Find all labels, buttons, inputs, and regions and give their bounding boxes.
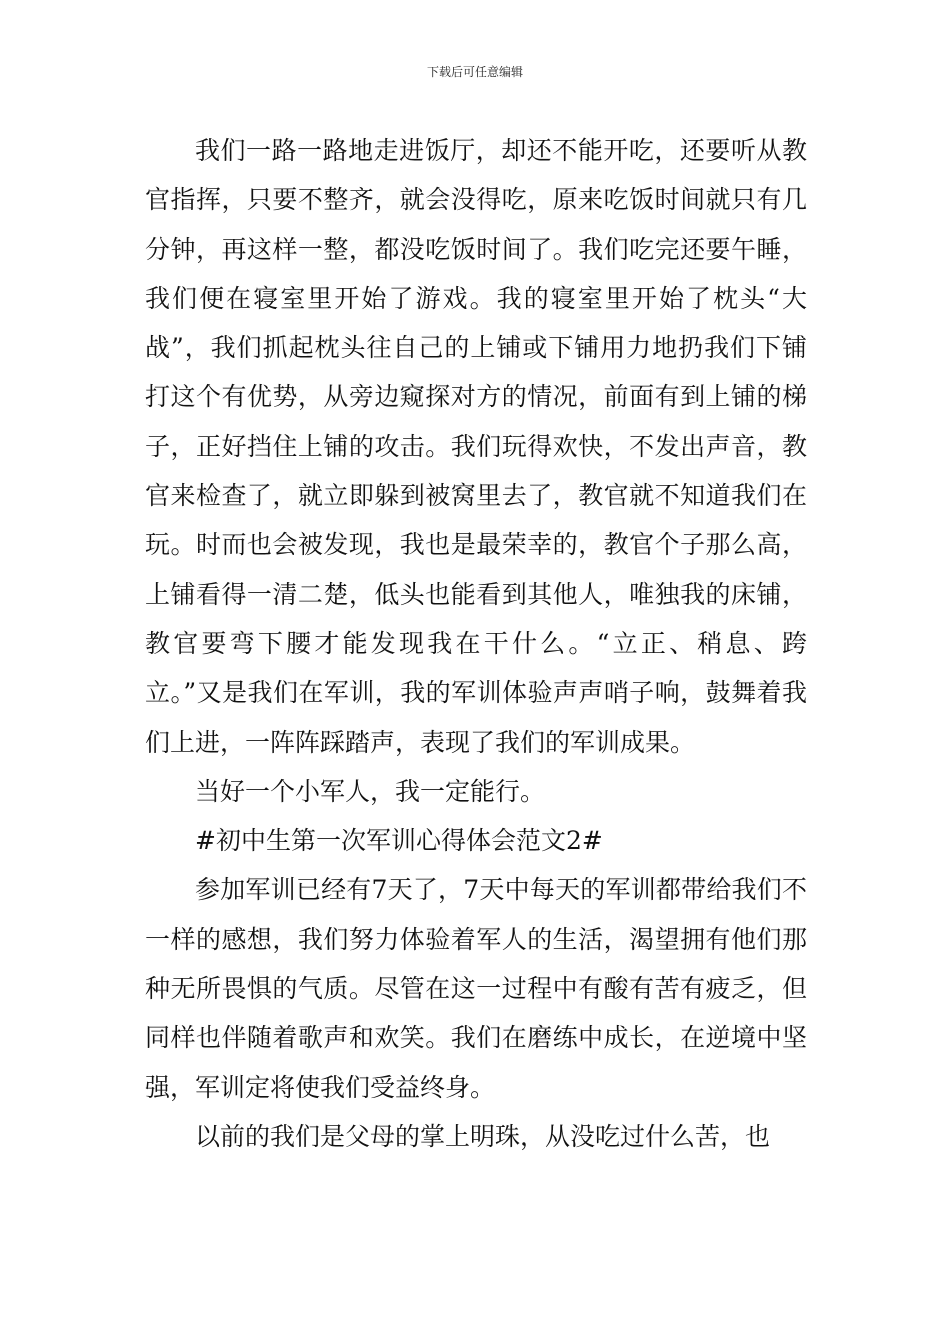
paragraph-3: 参加军训已经有7天了，7天中每天的军训都带给我们不一样的感想，我们努力体验着军人的生活，渴望拥有他们那种无所畏惧的气质。尽管在这一过程中有酸有苦有疲乏，但同样也伴随着歌声和欢笑。我们在磨练中成长，在逆境中坚强，军训定将使我们受益终身。 [145,875,807,1102]
paragraph-4: 以前的我们是父母的掌上明珠，从没吃过什么苦，也 [195,1121,771,1151]
section-heading: #初中生第一次军训心得体会范文2# [195,826,603,856]
paragraph-2: 当好一个小军人，我一定能行。 [195,776,546,806]
paragraph-1: 我们一路一路地走进饭厅，却还不能开吃，还要听从教官指挥，只要不整齐，就会没得吃，原来吃饭时间就只有几分钟，再这样一整，都没吃饭时间了。我们吃完还要午睡，我们便在寝室里开始了游戏。我的寝室里开始了枕头“大战”，我们抓起枕头往自己的上铺或下铺用力地扔我们下铺打这个有优势，从旁边窥探对方的情况，前面有到上铺的梯子，正好挡住上铺的攻击。我们玩得欢快，不发出声音，教官来检查了，就立即躲到被窝里去了，教官就不知道我们在玩。时而也会被发现，我也是最荣幸的，教官个子那么高，上铺看得一清二楚，低头也能看到其他人，唯独我的床铺，教官要弯下腰才能发现我在干什么。“立正、稍息、跨立。”又是我们在军训，我的军训体验声声哨子响，鼓舞着我们上进，一阵阵踩踏声，表现了我们的军训成果。 [145,136,807,757]
page-header: 下载后可任意编辑 [426,65,523,79]
document-body [145,126,807,1161]
